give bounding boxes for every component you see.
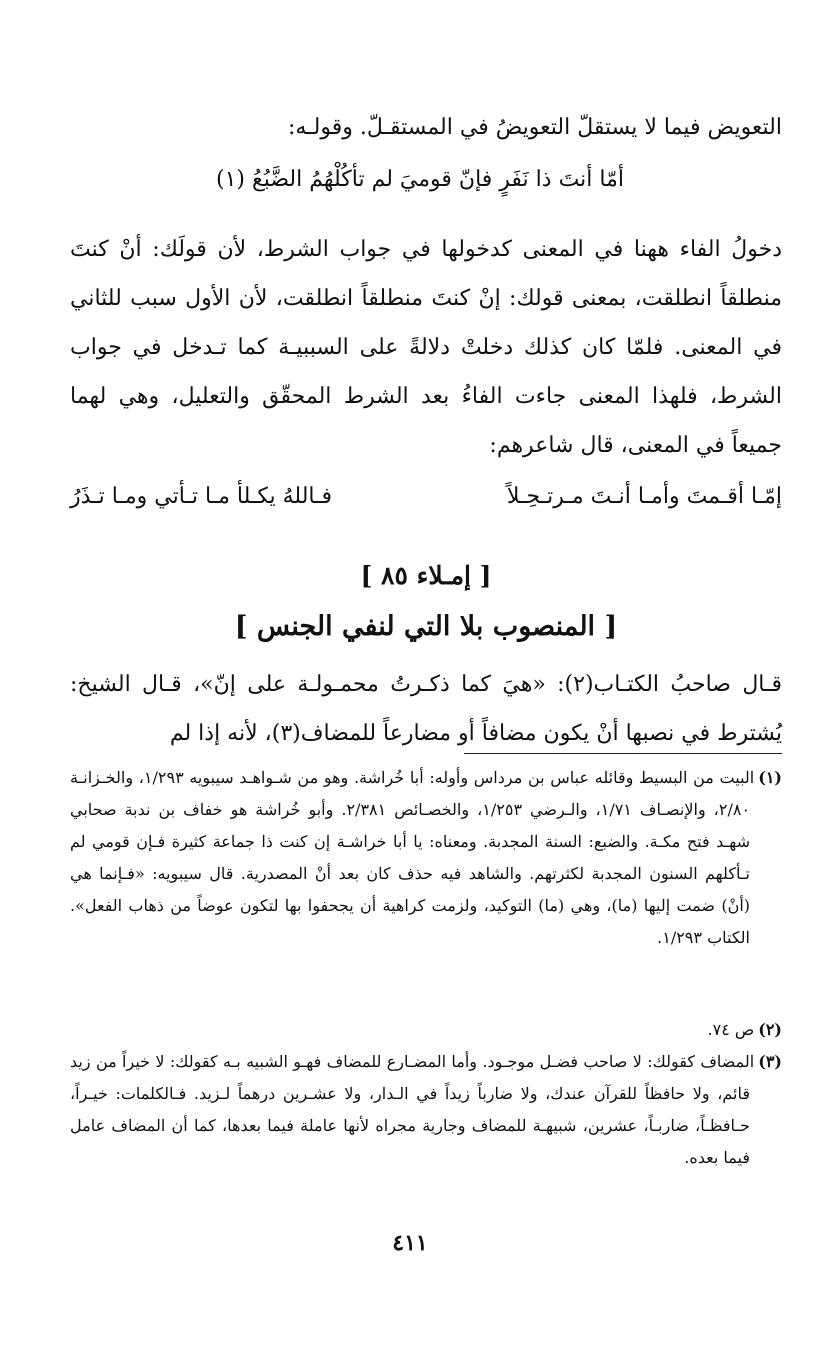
verse-line-2 (70, 474, 782, 520)
footnote-1-text: البيت من البسيط وقائله عباس بن مرداس وأوله: أبا خُراشة. وهو من شـواهـد سيبويه ١/٢٩٣، والخـزانـة ٢/٨٠، والإنصـاف ١/٧١، والـرضي ١/٢٥٣، والخصـائص ٢/٣٨١. وأبو خُراشة هو خفاف بن ندبة صحابي شهـد فتح مكـة. والضبع: السنة المجدبة. ومعناه: يا أبا خراشـة إن كنت ذا جماعة كثيرة فـإن قومي لم تـأكلهم السنون المجدبة لكثرتهم. والشاهد فيه حذف كان بعد أنْ المصدرية. قال سيبويه: «فـإنما هي (أنْ) ضمت إليها (ما)، وهي (ما) التوكيد، ولزمت كراهية أن يجحفوا بها لتكون عوضاً من ذهاب الفعل». الكتاب ١/٢٩٣. (70, 768, 755, 947)
dictation-heading: [ إمـلاء ٨٥ ] (360, 561, 492, 590)
footnote-separator (464, 753, 782, 754)
verse-hemistich-1: إمّـا أقـمتَ وأمـا أنـتَ مـرتـحِـلاً (506, 484, 782, 509)
footnote-3-number: (٣) (758, 1052, 782, 1071)
footnote-3 (70, 1046, 782, 1174)
body-paragraph-1: التعويض فيما لا يستقلّ التعويضُ في المستقـلّ. وقولـه: (287, 115, 782, 140)
footnote-2-number: (٢) (758, 1020, 782, 1039)
footnote-3-text: المضاف كقولك: لا صاحب فضـل موجـود. وأما المضـارع للمضاف فهـو الشبيه بـه كقولك: لا خيراً من زيد قائم، ولا حافظاً للقرآن عندك، ولا ضارباً زيداً في الـدار، ولا عشـرين درهماً لـزيد. فـالكلمات: خيـراً، حـافظـاً، ضاربـاً، عشرين، شبيهـة للمضاف وجارية مجراه لأنها عاملة فيما بعدها، كما أن المضاف عامل فيما بعده. (70, 1052, 755, 1167)
page-number: ٤١١ (392, 1230, 428, 1256)
footnote-2-text: ص ٧٤. (707, 1020, 755, 1039)
footnote-1-number: (١) (758, 768, 782, 787)
verse-hemistich-2: فـاللهُ يكـلأ مـا تـأتي ومـا تـذَرُ (70, 484, 333, 509)
verse-line-1: أمّا أنتَ ذا نَفَرٍ فإنّ قوميَ لم تأكُلْهُمُ الضَّبُعُ (١) (215, 167, 624, 192)
body-paragraph-2: دخولُ الفاء ههنا في المعنى كدخولها في جواب الشرط، لأن قولَك: أنْ كنتَ منطلقاً انطلقت، بمعنى قولك: إنْ كنتَ منطلقاً انطلقت، لأن الأول سبب للثاني في المعنى. فلمّا كان كذلك دخلتْ دلالةً على السببيـة كما تـدخل في جواب الشرط، فلهذا المعنى جاءت الفاءُ بعد الشرط المحقّق والتعليل، وهي لهما جميعاً في المعنى، قال شاعرهم: (70, 237, 782, 458)
body-paragraph-3: قـال صاحبُ الكتـاب(٢): «هيَ كما ذكـرتُ محمـولـة على إنّ»، قـال الشيخ: يُشترط في نصبها أنْ يكون مضافاً أو مضارعاً للمضاف(٣)، لأنه إذا لم (70, 672, 782, 746)
section-title: [ المنصوب بلا التي لنفي الجنس ] (234, 611, 618, 642)
footnote-2 (70, 1014, 782, 1046)
footnote-1 (70, 762, 782, 954)
